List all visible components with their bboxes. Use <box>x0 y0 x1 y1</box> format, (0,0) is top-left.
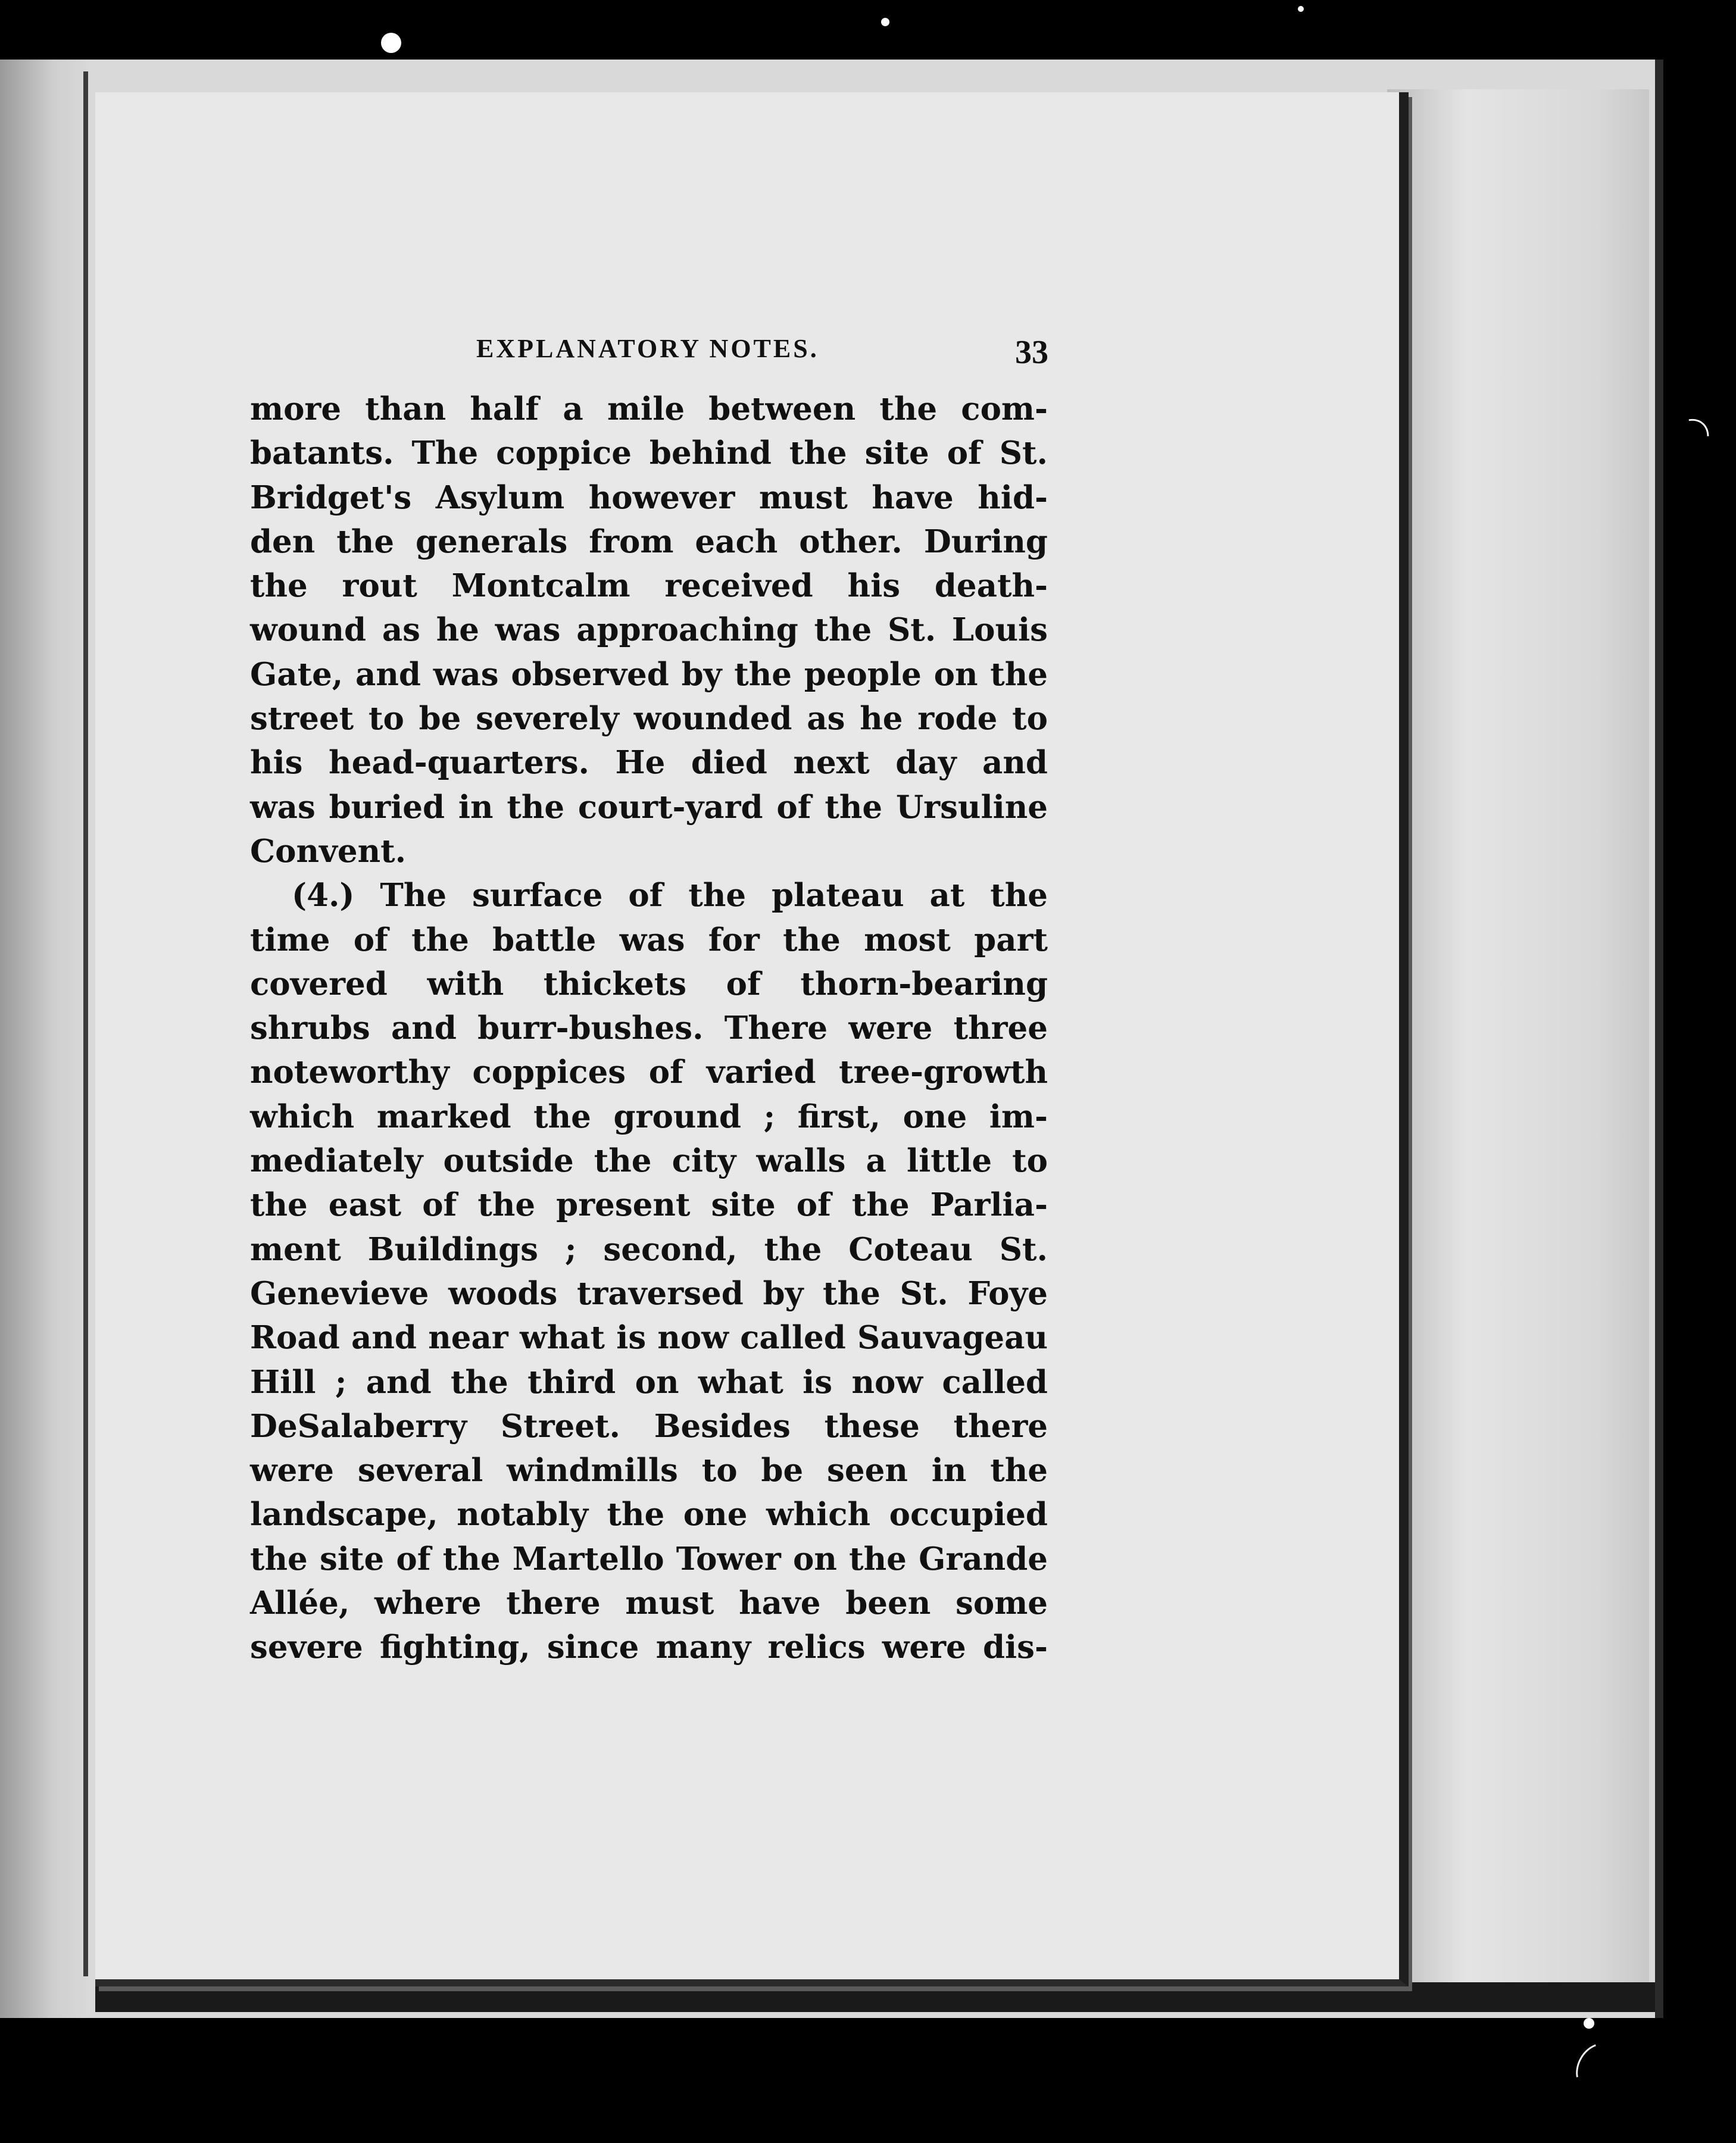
body-text <box>250 387 1048 1670</box>
text-line: was buried in the court-yard of the Ursuline <box>250 788 1048 826</box>
text-line: batants. The coppice behind the site of St. <box>250 435 1048 472</box>
text-line: were several windmills to be seen in the <box>250 1452 1048 1489</box>
text-line: time of the battle was for the most part <box>250 921 1048 958</box>
text-line: (4.) The surface of the plateau at the <box>292 877 1048 914</box>
book-spine-shadow <box>0 60 89 2018</box>
text-line: which marked the ground ; first, one im- <box>250 1098 1048 1135</box>
dust-speck <box>1584 2018 1594 2029</box>
page-bottom-shadow <box>95 1982 1655 2012</box>
text-line: ment Buildings ; second, the Coteau St. <box>250 1230 1048 1268</box>
text-line: Road and near what is now called Sauvageau <box>250 1319 1048 1357</box>
text-line: wound as he was approaching the St. Louis <box>250 611 1048 649</box>
dust-speck <box>381 33 401 53</box>
text-line: Allée, where there must have been some <box>250 1585 1048 1622</box>
text-line: den the generals from each other. During <box>250 523 1048 560</box>
text-line: street to be severely wounded as he rode to <box>250 700 1048 738</box>
text-line: the rout Montcalm received his death- <box>250 567 1048 605</box>
text-line: the east of the present site of the Parlia- <box>250 1186 1048 1224</box>
text-line: severe fighting, since many relics were dis- <box>250 1629 1048 1666</box>
text-line: Gate, and was observed by the people on the <box>250 655 1048 693</box>
book-edge-line <box>83 71 88 1976</box>
text-line: the site of the Martello Tower on the Grande <box>250 1540 1048 1577</box>
text-line: more than half a mile between the com- <box>250 391 1048 427</box>
text-line: Bridget's Asylum however must have hid- <box>250 479 1048 516</box>
text-line: DeSalaberry Street. Besides these there <box>250 1407 1048 1445</box>
text-line: Convent. <box>250 832 407 870</box>
page-number: 33 <box>1015 334 1048 371</box>
dust-speck <box>881 18 889 26</box>
text-line: noteworthy coppices of varied tree-growth <box>250 1054 1048 1091</box>
dust-speck <box>1298 6 1304 12</box>
text-line: his head-quarters. He died next day and <box>250 744 1048 782</box>
running-head: EXPLANATORY NOTES. <box>476 334 819 363</box>
text-line: landscape, notably the one which occupied <box>250 1496 1048 1533</box>
text-line: shrubs and burr-bushes. There were three <box>250 1010 1048 1047</box>
text-line: mediately outside the city walls a little to <box>250 1142 1048 1180</box>
text-line: covered with thickets of thorn-bearing <box>250 965 1048 1002</box>
hair-mark <box>1655 410 1718 474</box>
text-line: Genevieve woods traversed by the St. Foye <box>250 1274 1048 1312</box>
page-stack <box>1387 89 1649 2006</box>
text-line: Hill ; and the third on what is now called <box>250 1363 1048 1401</box>
hair-mark <box>1568 2035 1627 2099</box>
